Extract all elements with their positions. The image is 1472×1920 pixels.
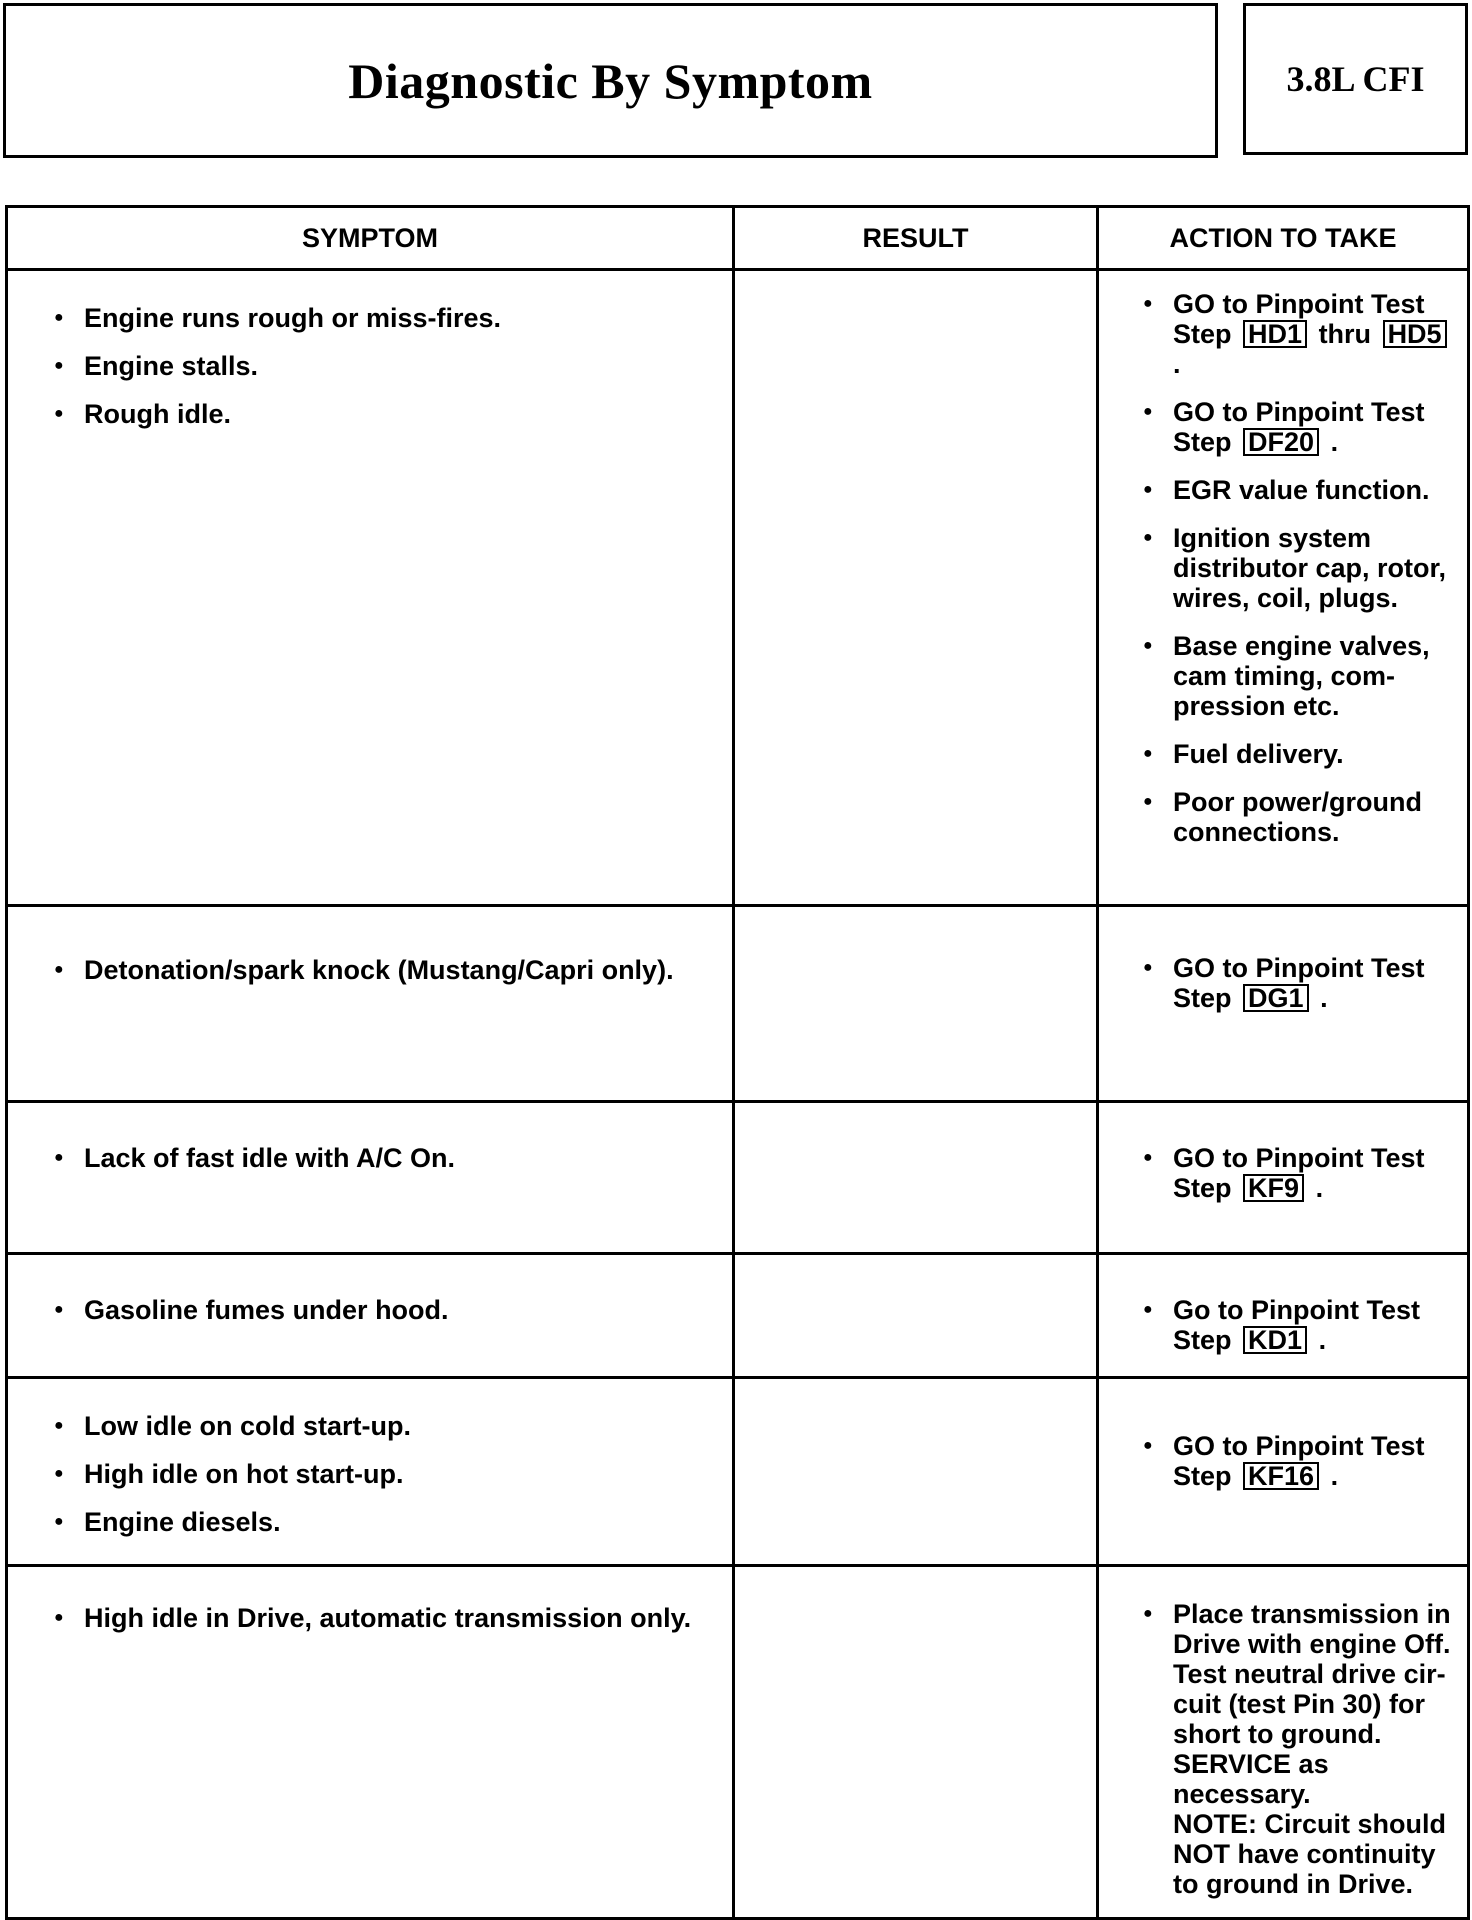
result-cell [734,270,1098,906]
table-row [7,1566,1469,1919]
result-cell [734,1254,1098,1378]
action-item [1173,289,1459,379]
action-text: . [1330,427,1339,457]
symptom-item: ● Rough idle. [84,399,712,429]
action-item: ● Base engine valves, cam timing, com-pression etc. [1173,631,1459,721]
action-text: GO to Pinpoint Test Step [1173,1431,1425,1491]
symptom-item: ● High idle on hot start-up. [84,1459,712,1489]
action-item [1173,1599,1459,1899]
symptom-item: ● Engine runs rough or miss-fires. [84,303,712,333]
action-cell [1098,906,1469,1102]
action-cell [1098,270,1469,906]
action-item: ● EGR value function. [1173,475,1459,505]
test-step-ref: DF20 [1243,428,1319,456]
test-step-ref: HD1 [1243,320,1307,348]
action-item [1173,1431,1459,1491]
action-text: . [1330,1461,1339,1491]
symptom-item: ● Gasoline fumes under hood. [84,1295,712,1325]
action-item [1173,953,1459,1013]
engine-box [1243,3,1468,155]
action-text: GO to Pinpoint Test Step [1173,1143,1425,1203]
action-text: . [1315,1173,1324,1203]
result-cell [734,906,1098,1102]
symptom-item: ● Engine stalls. [84,351,712,381]
diagnostic-table [5,205,1470,1920]
result-cell [734,1378,1098,1566]
table-row [7,1102,1469,1254]
symptom-cell [7,1378,734,1566]
action-text: . [1320,983,1328,1013]
action-item [1173,1143,1459,1203]
action-text: . [1173,349,1181,379]
action-item [1173,1295,1459,1355]
action-item [1173,397,1459,457]
action-item: ● Poor power/ground connections. [1173,787,1459,847]
test-step-ref: KD1 [1243,1326,1307,1354]
page-title: Diagnostic By Symptom [348,52,873,109]
action-text: GO to Pinpoint Test Step [1173,397,1425,457]
action-text: Go to Pinpoint Test Step [1173,1295,1420,1355]
symptom-item: ● Lack of fast idle with A/C On. [84,1143,712,1173]
action-note: NOTE: Circuit should NOT have continuity to ground in Drive. [1173,1809,1446,1899]
symptom-header: SYMPTOM [7,207,734,270]
test-step-ref: KF16 [1243,1462,1319,1490]
symptom-cell [7,1254,734,1378]
header-row [7,207,1469,270]
engine-label: 3.8L CFI [1286,59,1425,99]
action-item: ● Fuel delivery. [1173,739,1459,769]
action-cell [1098,1254,1469,1378]
symptom-item: ● High idle in Drive, automatic transmission only. [84,1603,712,1633]
result-cell [734,1566,1098,1919]
action-text: . [1318,1325,1327,1355]
result-header: RESULT [734,207,1098,270]
symptom-cell [7,270,734,906]
action-text: thru [1318,319,1372,349]
symptom-cell [7,906,734,1102]
symptom-cell [7,1102,734,1254]
test-step-ref: HD5 [1383,320,1447,348]
test-step-ref: KF9 [1243,1174,1304,1202]
action-text: GO to Pinpoint Test Step [1173,289,1425,349]
action-cell [1098,1378,1469,1566]
table-row [7,906,1469,1102]
test-step-ref: DG1 [1243,984,1309,1012]
action-text: Place transmission in Drive with engine Off. Test neutral drive cir-cuit (test Pin 30) for short to ground. SERVICE as necessary. [1173,1599,1451,1809]
action-item: ● Ignition system distributor cap, rotor, wires, coil, plugs. [1173,523,1459,613]
symptom-item: ● Detonation/spark knock (Mustang/Capri only). [84,955,712,985]
table-row [7,1254,1469,1378]
action-cell [1098,1566,1469,1919]
action-header: ACTION TO TAKE [1098,207,1469,270]
action-cell [1098,1102,1469,1254]
symptom-item: ● Low idle on cold start-up. [84,1411,712,1441]
symptom-cell [7,1566,734,1919]
symptom-item: ● Engine diesels. [84,1507,712,1537]
result-cell [734,1102,1098,1254]
title-box [3,3,1218,158]
table-row [7,1378,1469,1566]
table-row [7,270,1469,906]
action-text: GO to Pinpoint Test Step [1173,953,1425,1013]
